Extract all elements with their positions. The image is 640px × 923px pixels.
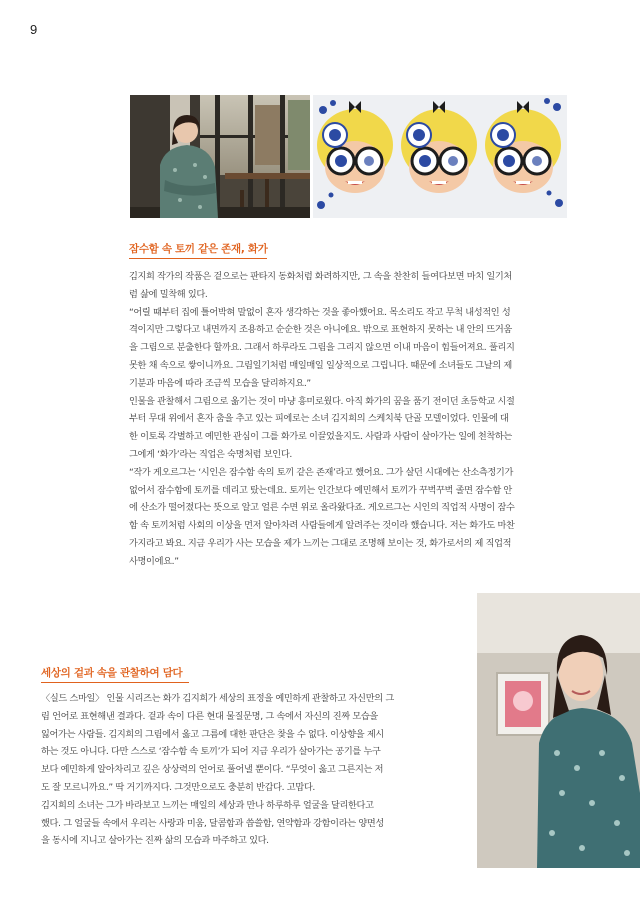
artwork-painting xyxy=(313,95,567,218)
paragraph-line: 없어서 잠수함에 토끼를 데리고 탔는데요. 토끼는 인간보다 예민해서 토끼가 꾸벅꾸벅 졸면 잠수함 안 xyxy=(129,484,512,496)
section1-body xyxy=(129,268,571,571)
paragraph-line: “작가 게오르그는 ‘시인은 잠수함 속의 토끼 같은 존재’라고 했어요. 그가 살던 시대에는 산소측정기가 xyxy=(129,466,513,478)
heading-underline xyxy=(129,258,267,259)
paragraph-line: 했다. 그 얼굴들 속에서 우리는 사랑과 미움, 달콤함과 씁쓸함, 연약함과 강함이라는 양면성 xyxy=(41,817,384,829)
paragraph-line: 사명이에요.” xyxy=(129,555,179,567)
paragraph-line: 보다 예민하게 알아차리고 깊은 상상력의 언어로 풀어낼 뿐이다. “무엇이 옳고 그른지는 저 xyxy=(41,764,384,776)
paragraph-line: 가지라고 봐요. 지금 우리가 사는 모습을 제가 느끼는 그대로 조명해 보이는 것, 화가로서의 제 직업적 xyxy=(129,537,512,549)
section2-body xyxy=(41,690,461,850)
paragraph-line: 못한 채 속으로 쌓이니까요. 그림일기처럼 매일매일 일상적으로 그립니다. 때문에 소녀들도 그날의 제 xyxy=(129,359,512,371)
paragraph-line: 김지희의 소녀는 그가 바라보고 느끼는 매일의 세상과 만나 하루하루 얼굴을 달리한다고 xyxy=(41,799,374,811)
paragraph-line: 에 산소가 떨어졌다는 뜻으로 알고 얼른 수면 위로 올라왔다죠. 게오르그는 시인의 직업적 사명이 잠수 xyxy=(129,502,515,514)
paragraph-line: 하는 것도 아니다. 다만 스스로 ‘잠수함 속 토끼’가 되어 지금 우리가 살아가는 공기를 누구 xyxy=(41,746,381,758)
paragraph-line: 도 잘 모르니까요.” 딱 거기까지다. 그것만으로도 충분히 반갑다. 고맙다. xyxy=(41,781,315,793)
paragraph-line: 잃어가는 사람들. 김지희의 그림에서 옳고 그름에 대한 판단은 찾을 수 없다. 이상향을 제시 xyxy=(41,728,384,740)
section-heading-observing-world: 세상의 겉과 속을 관찰하여 담다 xyxy=(41,667,183,679)
paragraph-line: 기분과 마음에 따라 조금씩 모습을 달리하지요.” xyxy=(129,377,311,389)
section-heading-rabbit-in-submarine: 잠수함 속 토끼 같은 존재, 화가 xyxy=(129,243,268,255)
paragraph-line: 한 이토록 각별하고 예민한 관심이 그를 화가로 이끌었을지도. 사람과 사람이 살아가는 일에 천착하는 xyxy=(129,431,512,443)
paragraph-line: “어릴 때부터 집에 틀어박혀 말없이 혼자 생각하는 것을 좋아했어요. 목소리도 작고 무척 내성적인 성 xyxy=(129,306,511,318)
paragraph-line: 〈실드 스마일〉 인물 시리즈는 화가 김지희가 세상의 표정을 예민하게 관찰하고 자신만의 그 xyxy=(41,693,394,704)
page-number: 9 xyxy=(30,22,38,37)
artist-cafe-photo xyxy=(130,95,310,218)
paragraph-line: 부터 무대 위에서 혼자 춤을 추고 있는 피에로는 소녀 김지희의 스케치북 단골 모델이었다. 인물에 대 xyxy=(129,413,509,425)
paragraph-line: 을 동시에 지니고 살아가는 진짜 삶의 모습과 마주하고 있다. xyxy=(41,835,269,847)
paragraph-line: 을 그림으로 분출한다 할까요. 그래서 하루라도 그림을 그리지 않으면 이내 마음이 힘들어져요. 풀리지 xyxy=(129,342,515,354)
paragraph-line: 격이지만 그렇다고 내면까지 조용하고 순순한 것은 아니에요. 밖으로 표현하지 못하는 내 안의 뜨거움 xyxy=(129,324,512,336)
paragraph-line: 그에게 ‘화가’라는 직업은 숙명처럼 보인다. xyxy=(129,448,292,460)
paragraph-line: 인물을 관찰해서 그림으로 옮기는 것이 마냥 흥미로웠다. 아직 화가의 꿈을 품기 전이던 초등학교 시절 xyxy=(129,395,515,407)
artist-gallery-photo xyxy=(477,593,640,868)
paragraph-line: 럼 삶에 밀착해 있다. xyxy=(129,288,208,300)
paragraph-line: 함 속 토끼처럼 사회의 이상을 먼저 알아차려 사람들에게 알려주는 것이라 했습니다. 저는 화가도 마찬 xyxy=(129,520,515,532)
paragraph-line: 김지희 작가의 작품은 겉으로는 판타지 동화처럼 화려하지만, 그 속을 찬찬히 들여다보면 마치 일기처 xyxy=(129,271,512,282)
paragraph-line: 림 언어로 표현해낸 결과다. 겉과 속이 다른 현대 물질문명, 그 속에서 자신의 진짜 모습을 xyxy=(41,710,378,722)
heading-underline xyxy=(41,682,189,683)
